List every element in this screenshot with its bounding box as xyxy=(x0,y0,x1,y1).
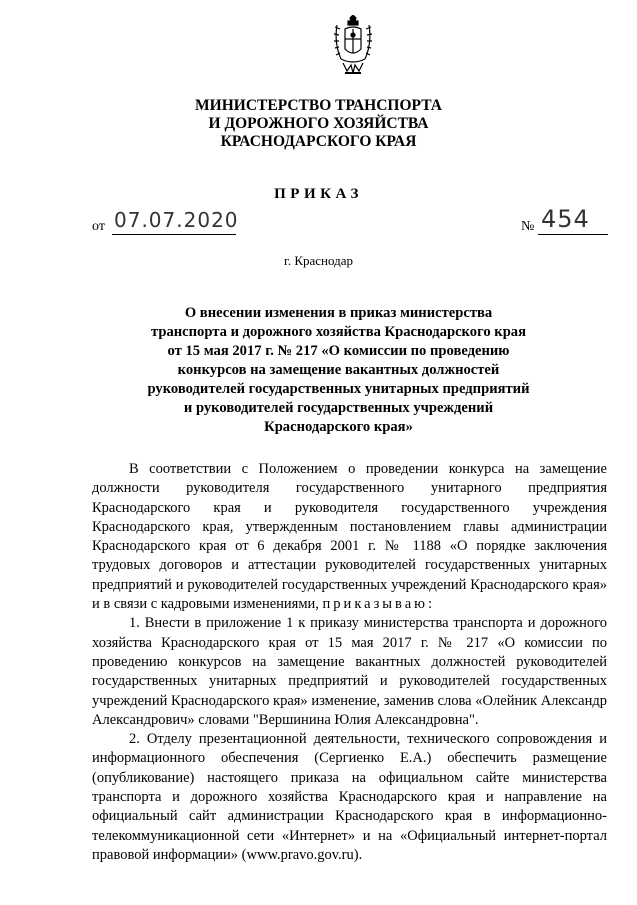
subject-line: и руководителей государственных учреждений xyxy=(183,400,494,416)
subject-line: конкурсов на замещение вакантных должностей xyxy=(177,362,500,378)
order-subject xyxy=(120,304,557,437)
order-body xyxy=(92,460,607,865)
ministry-line-3: КРАСНОДАРСКОГО КРАЯ xyxy=(220,133,417,150)
date-underline xyxy=(112,234,236,235)
order-date: 07.07.2020 xyxy=(114,208,239,232)
subject-line: руководителей государственных унитарных предприятий xyxy=(147,381,530,397)
coat-of-arms-icon xyxy=(331,15,375,78)
subject-line: транспорта и дорожного хозяйства Краснодарского края xyxy=(151,324,526,340)
date-prefix: от xyxy=(92,219,105,234)
subject-line: от 15 мая 2017 г. № 217 «О комиссии по проведению xyxy=(167,343,510,359)
order-title: ПРИКАЗ xyxy=(274,186,363,202)
subject-line: Краснодарского края» xyxy=(264,419,413,435)
number-prefix: № xyxy=(521,219,535,234)
number-underline xyxy=(538,234,608,235)
preamble-text: В соответствии с Положением о проведении конкурса на замещение должности руководителя государственного унитарного предприятия Краснодарского края и руководителя государственного учреждения Краснодарского края, утвержденным постановлением главы администрации Краснодарского края от 6 декабря 2001 г. № 1188 «О порядке заключения трудовых договоров и аттестации руководителей государственных унитарных предприятий и руководителей государственных учреждений Краснодарского края» и в связи с кадровыми изменениями, xyxy=(92,461,607,613)
body-paragraph-1: 1. Внести в приложение 1 к приказу министерства транспорта и дорожного хозяйства Краснодарского края от 15 мая 2017 г. № 217 «О комиссии по проведению конкурсов на замещение вакантных должностей руководителей государственных унитарных предприятий и руководителей государственных учреждений Краснодарского края» изменение, заменив слова «Олейник Александр Александрович» словами "Вершинина Юлия Александровна". xyxy=(92,615,607,728)
order-number: 454 xyxy=(541,205,590,233)
ministry-line-2: И ДОРОЖНОГО ХОЗЯЙСТВА xyxy=(208,115,429,132)
order-verb: приказываю xyxy=(322,596,428,613)
body-paragraph-2: 2. Отделу презентационной деятельности, технического сопровождения и информационного обеспечения (Сергиенко Е.А.) обеспечить размещение (опубликование) настоящего приказа на официальном сайте министерства транспорта и дорожного хозяйства Краснодарского края и направление на официальный сайт администрации Краснодарского края в информационно-телекоммуникационной сети «Интернет» и на «Официальный интернет-портал правовой информации» (www.pravo.gov.ru). xyxy=(92,731,607,863)
ministry-line-1: МИНИСТЕРСТВО ТРАНСПОРТА xyxy=(195,97,442,114)
city: г. Краснодар xyxy=(283,253,354,268)
ministry-name xyxy=(0,97,637,151)
body-paragraph-preamble xyxy=(92,460,607,614)
subject-line: О внесении изменения в приказ министерства xyxy=(184,305,493,321)
preamble-colon: : xyxy=(427,596,433,613)
